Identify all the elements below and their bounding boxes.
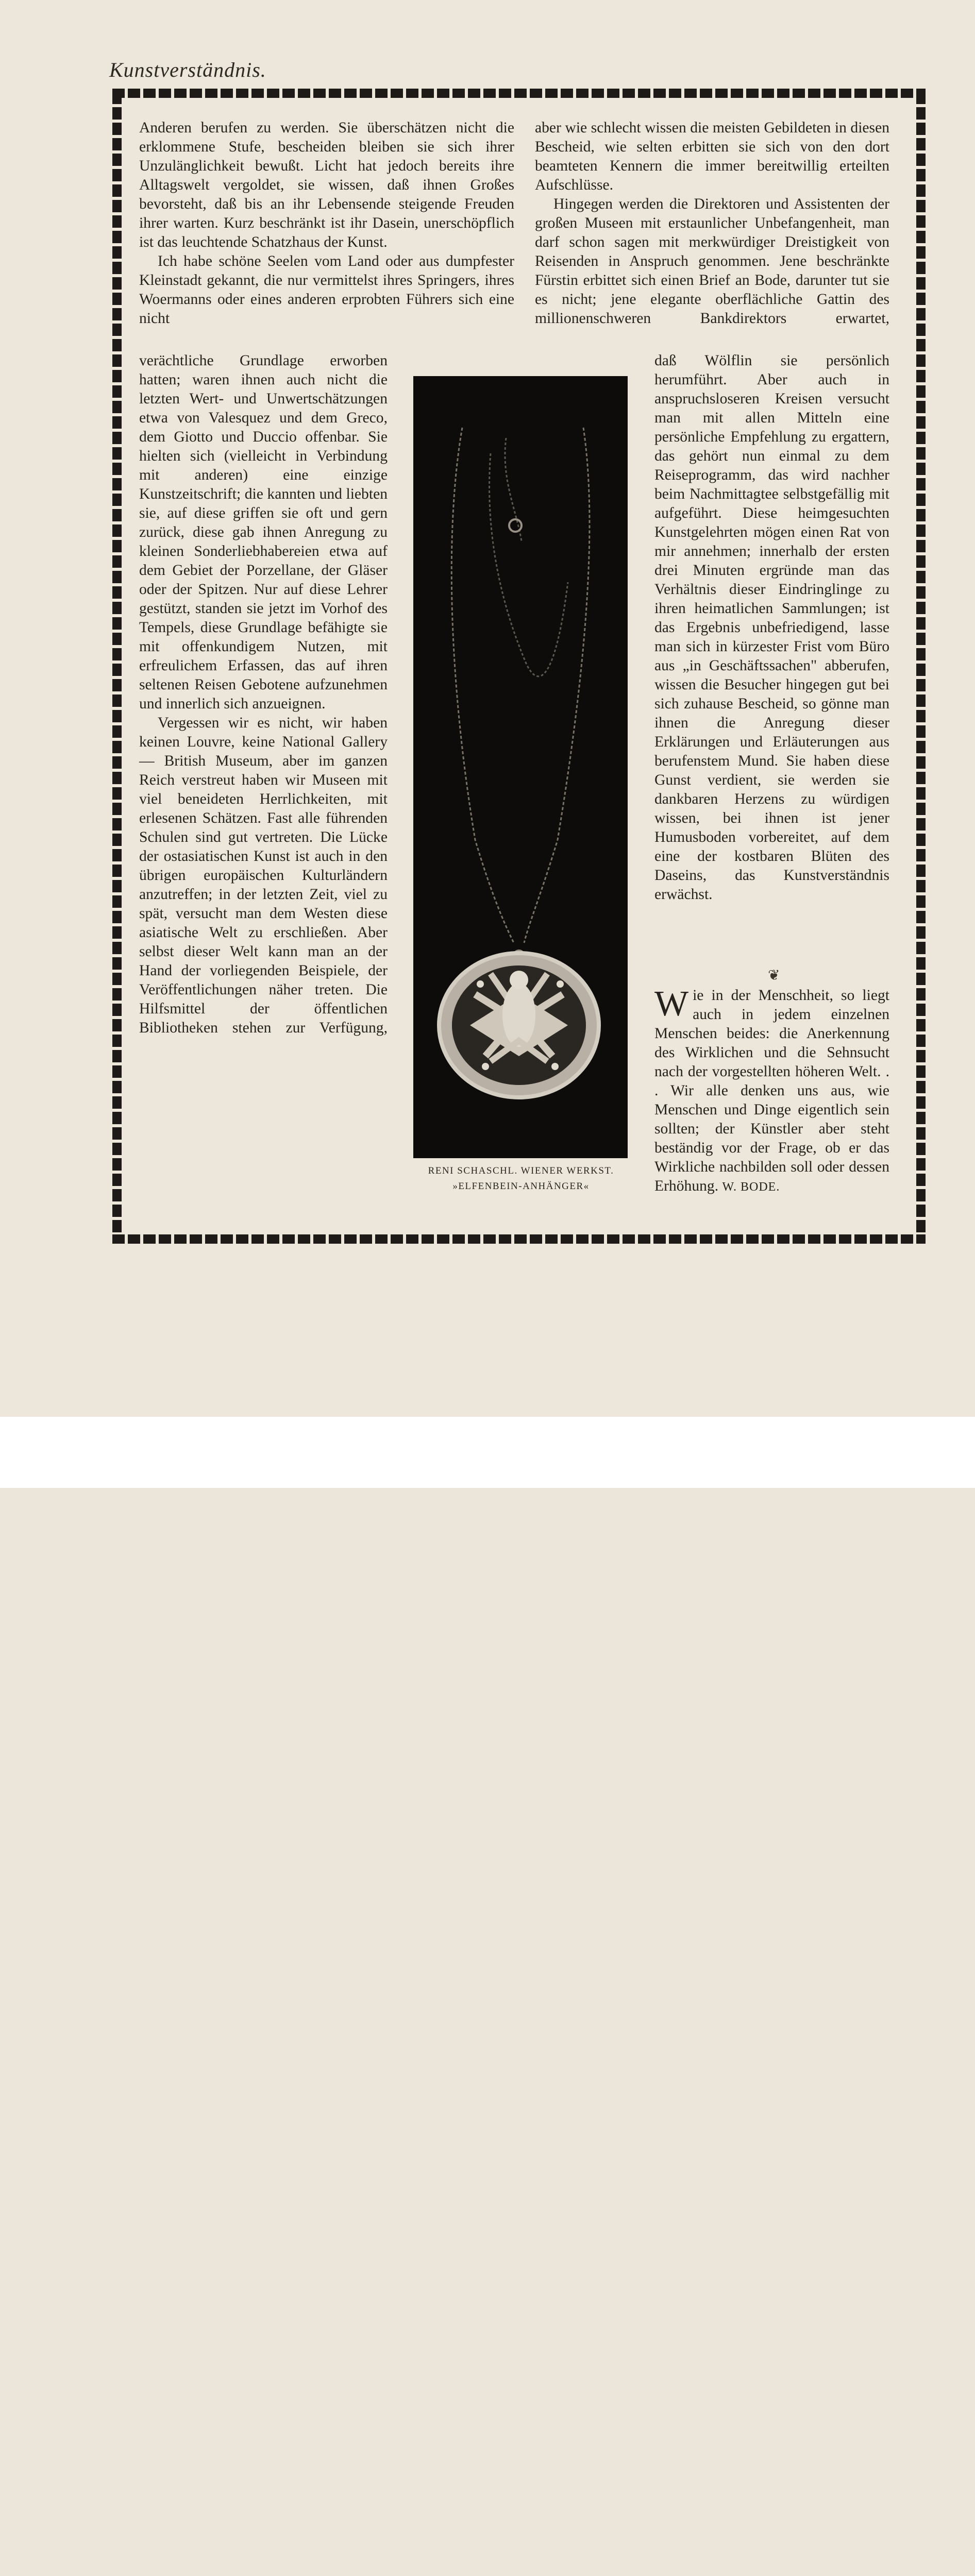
paragraph: daß Wölflin sie persönlich herumführt. Aber auch in anspruchsloseren Kreisen versucht man mit allen Mitteln eine persönliche Empfehlung zu ergattern, das gehört nun einmal zu dem Reiseprogramm, das wird nachher beim Nachmittagtee selbstgefällig mit aufgeführt. Diese heimgesuchten Kunstgelehrten mögen einen Rat von mir annehmen; innerhalb der ersten drei Minuten ergründe man das Verhältnis dieser Eindringlinge zu ihren heimatlichen Sammlungen; ist das Ergebnis unbefriedigend, lasse man sich in kürzester Frist vom Büro aus „in Geschäftssachen" abberufen, wissen die Besucher hingegen gut bei sich zuhause Bescheid, so gönne man ihnen die Anregung dieser Erklärungen und Erläuterungen aus berufenstem Mund. Sie haben diese Gunst verdient, sie werden sie dankbaren Herzens zu würdigen wissen, bei ihnen ist jener Humusboden vorbereitet, auf dem eine der kostbaren Blüten des Daseins, das Kunstverständnis erwächst. (654, 352, 889, 903)
photo-caption-line2: »ELFENBEIN-ANHÄNGER« (452, 1181, 590, 1192)
ornamental-border-left (112, 92, 122, 1234)
section-ornament-icon: ❦ (768, 967, 780, 984)
photo-caption-line1: RENI SCHASCHL. WIENER WERKST. (428, 1165, 614, 1176)
digitization-footer (0, 1417, 975, 1488)
paragraph: Hingegen werden die Direktoren und Assistenten der großen Museen mit erstaunlicher Unbefangenheit, man darf schon sagen mit merkwürdiger Dreistigkeit von Reisenden in Anspruch genommen. Jene beschränkte Fürstin erbittet sich einen Brief an Bode, darunter tut sie es nicht; jene elegante oberflächliche Gattin des millionenschweren Bankdirektors erwartet, (535, 196, 889, 327)
column-right-narrow (654, 351, 889, 904)
drop-cap: W (654, 984, 689, 1024)
ivory-pendant-image (413, 376, 628, 1158)
quote-block (654, 986, 889, 1197)
ornamental-border-bottom (112, 1234, 926, 1244)
column-right-top (535, 118, 889, 328)
quote-text: ie in der Menschheit, so liegt auch in jedem einzelnen Menschen beides: die Anerkennung des Wirklichen und die Sehnsucht nach der vorgestellten höheren Welt. . . Wir alle denken uns aus, wie Menschen und Dinge eigentlich sein sollten; der Künstler aber steht beständig vor der Frage, ob er das Wirkliche nachbilden soll oder dessen Erhöhung. (654, 987, 889, 1194)
paragraph: Vergessen wir es nicht, wir haben keinen Louvre, keine National Gallery — British Museum, aber im ganzen Reich verstreut haben wir Museen mit viel beneideten Herrlichkeiten, mit erlesenen Schätzen. Fast alle führenden Schulen sind gut vertreten. Die Lücke der ostasiatischen Kunst ist auch in den übrigen europäischen Kulturländern anzutreffen; in der letzten Zeit, viel zu spät, versucht man dem Westen diese asiatische Welt zu erschließen. Aber selbst dieser Welt kann man an der Hand der vorliegenden Beispiele, der Veröffentlichungen näher treten. Die Hilfsmittel der öffentlichen Bibliotheken stehen zur Verfügung, (139, 715, 388, 1036)
pendant-photograph (413, 376, 628, 1158)
column-left-top (139, 118, 514, 328)
column-left-narrow (139, 351, 388, 1038)
paragraph: Anderen berufen zu werden. Sie überschätzen nicht die erklommene Stufe, bescheiden bleiben sie sich ihrer Unzulänglichkeit bewußt. Licht hat jedoch bereits ihre Alltagswelt vergoldet, sie wissen, daß ihnen Großes bevorsteht, daß bis an ihr Lebensende steigende Freuden ihrer warten. Kurz beschränkt ist ihr Dasein, unerschöpflich ist das leuchtende Schatzhaus der Kunst. (139, 120, 514, 250)
paragraph: Ich habe schöne Seelen vom Land oder aus dumpfester Kleinstadt gekannt, die nur vermittelst ihres Springers, ihres Woermanns oder eines anderen erprobten Führers sich eine nicht (139, 253, 514, 327)
running-head: Kunstverständnis. (109, 58, 266, 81)
quote-author: W. BODE. (722, 1180, 780, 1194)
paragraph: aber wie schlecht wissen die meisten Gebildeten in diesen Bescheid, wie selten erbitten sie sich von den dort beamteten Kennern die immer bereitwillig erteilten Aufschlüsse. (535, 120, 889, 193)
ornamental-border-top (112, 89, 926, 98)
paragraph: verächtliche Grundlage erworben hatten; waren ihnen auch nicht die letzten Wert- und Unwertschätzungen etwa von Valesquez und dem Greco, dem Giotto und Duccio offenbar. Sie hielten sich (vielleicht in Verbindung mit anderen) eine einzige Kunstzeitschrift; die kannten und liebten sie, auf diese griffen sie oft und gern zurück, diese gab ihnen Anregung zu kleinen Sonderliebhabereien etwa auf dem Gebiet der Porzellane, der Gläser oder der Spitzen. Nur auf diese Lehrer gestützt, standen sie jetzt im Vorhof des Tempels, diese Grundlage befähigte sie mit offenkundigem Nutzen, mit erfreulichem Erfassen, das auf ihren seltenen Reisen Gebotene aufzunehmen und innerlich sich anzueignen. (139, 352, 388, 712)
ornamental-border-right (916, 92, 926, 1234)
